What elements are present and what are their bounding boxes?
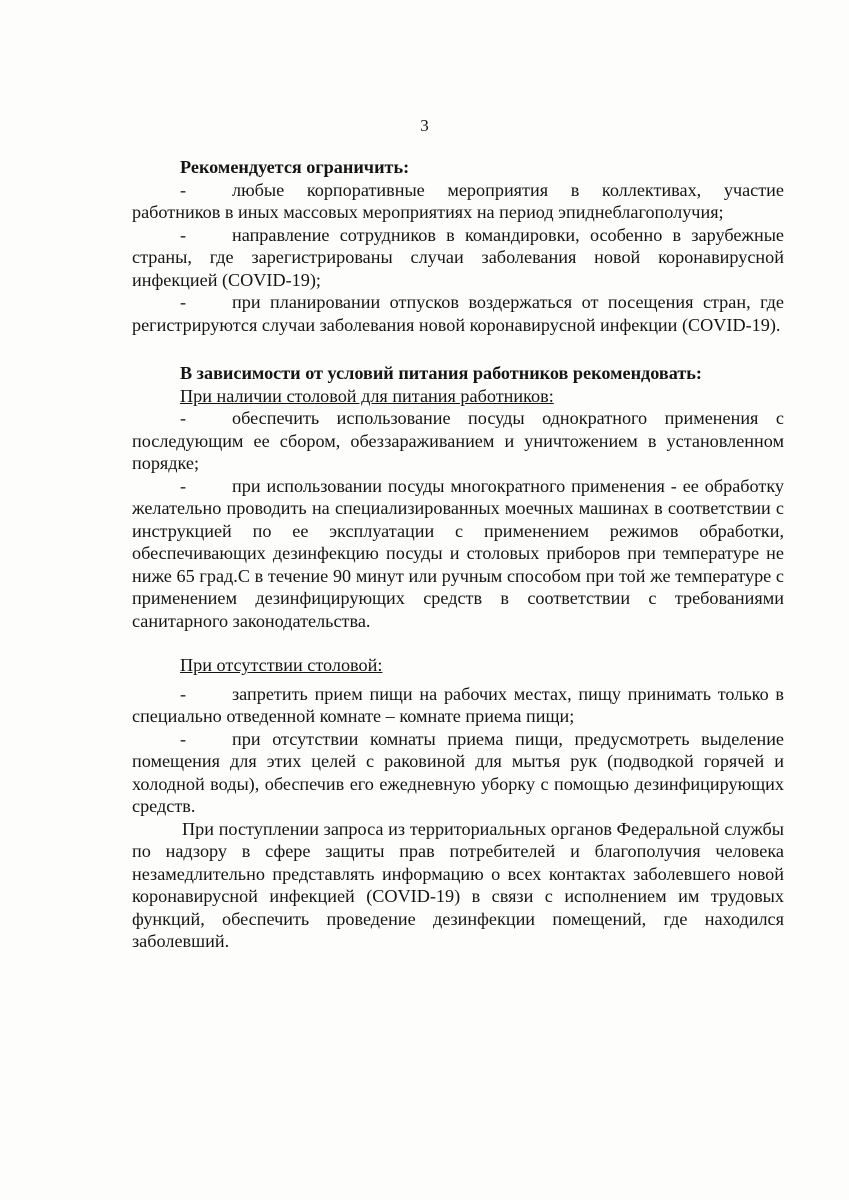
section-heading-restrictions: Рекомендуется ограничить: — [180, 157, 410, 177]
list-item — [132, 728, 784, 818]
list-item-text: при отсутствии комнаты приема пищи, предусмотреть выделение помещения для этих целей с раковиной для мытья рук (подводкой горячей и холодной воды), обеспечив его ежедневную уборку с помощью дезинфицирующих средств. — [132, 728, 784, 816]
list-marker: - — [180, 728, 187, 749]
list-item-text: обеспечить использование посуды однократного применения с последующим ее сбором, обеззараживанием и уничтожением в установленном порядке; — [132, 408, 784, 473]
list-item-text: запретить прием пищи на рабочих местах, пищу принимать только в специально отведенной комнате – комнате приема пищи; — [132, 683, 784, 726]
list-item — [132, 224, 784, 292]
page-number: 3 — [420, 116, 429, 135]
section-heading-nutrition: В зависимости от условий питания работников рекомендовать: — [180, 363, 702, 383]
closing-paragraph: При поступлении запроса из территориальных органов Федеральной службы по надзору в сфере защиты прав потребителей и благополучия человека незамедлительно представлять информацию о всех контактах заболевшего новой коронавирусной инфекцией (COVID-19) в связи с исполнением им трудовых функций, обеспечить проведение дезинфекции помещений, где находился заболевший. — [132, 818, 784, 951]
list-marker: - — [180, 408, 187, 428]
list-marker: - — [180, 475, 187, 496]
spacer — [132, 336, 784, 362]
document-body — [132, 156, 784, 953]
spacer — [132, 632, 784, 654]
subheading-with-canteen: При наличии столовой для питания работников: — [180, 385, 554, 406]
list-item — [132, 179, 784, 224]
list-marker: - — [180, 292, 187, 312]
list-marker: - — [180, 683, 187, 704]
list-item — [132, 475, 784, 633]
list-item — [132, 291, 784, 336]
list-item-text: направление сотрудников в командировки, особенно в зарубежные страны, где зарегистрированы случаи заболевания новой коронавирусной инфекцией (COVID-19); — [132, 224, 784, 290]
list-item-text: при использовании посуды многократного применения - ее обработку желательно проводить на специализированных моечных машинах в соответствии с инструкцией по ее эксплуатации с применением режимов обработки, обеспечивающих дезинфекцию посуды и столовых приборов при температуре не ниже 65 град.С в течение 90 минут или ручным способом при той же температуре с применением дезинфицирующих средств в соответствии с требованиями санитарного законодательства. — [132, 475, 784, 631]
list-item-text: при планировании отпусков воздержаться от посещения стран, где регистрируются случаи заболевания новой коронавирусной инфекции (COVID-19). — [132, 292, 784, 335]
subheading-without-canteen: При отсутствии столовой: — [180, 655, 383, 675]
list-item — [132, 407, 784, 475]
list-marker: - — [180, 224, 187, 245]
list-item — [132, 683, 784, 728]
list-item-text: любые корпоративные мероприятия в коллективах, участие работников в иных массовых мероприятиях на период эпиднеблагополучия; — [132, 179, 784, 222]
list-marker: - — [180, 179, 187, 200]
